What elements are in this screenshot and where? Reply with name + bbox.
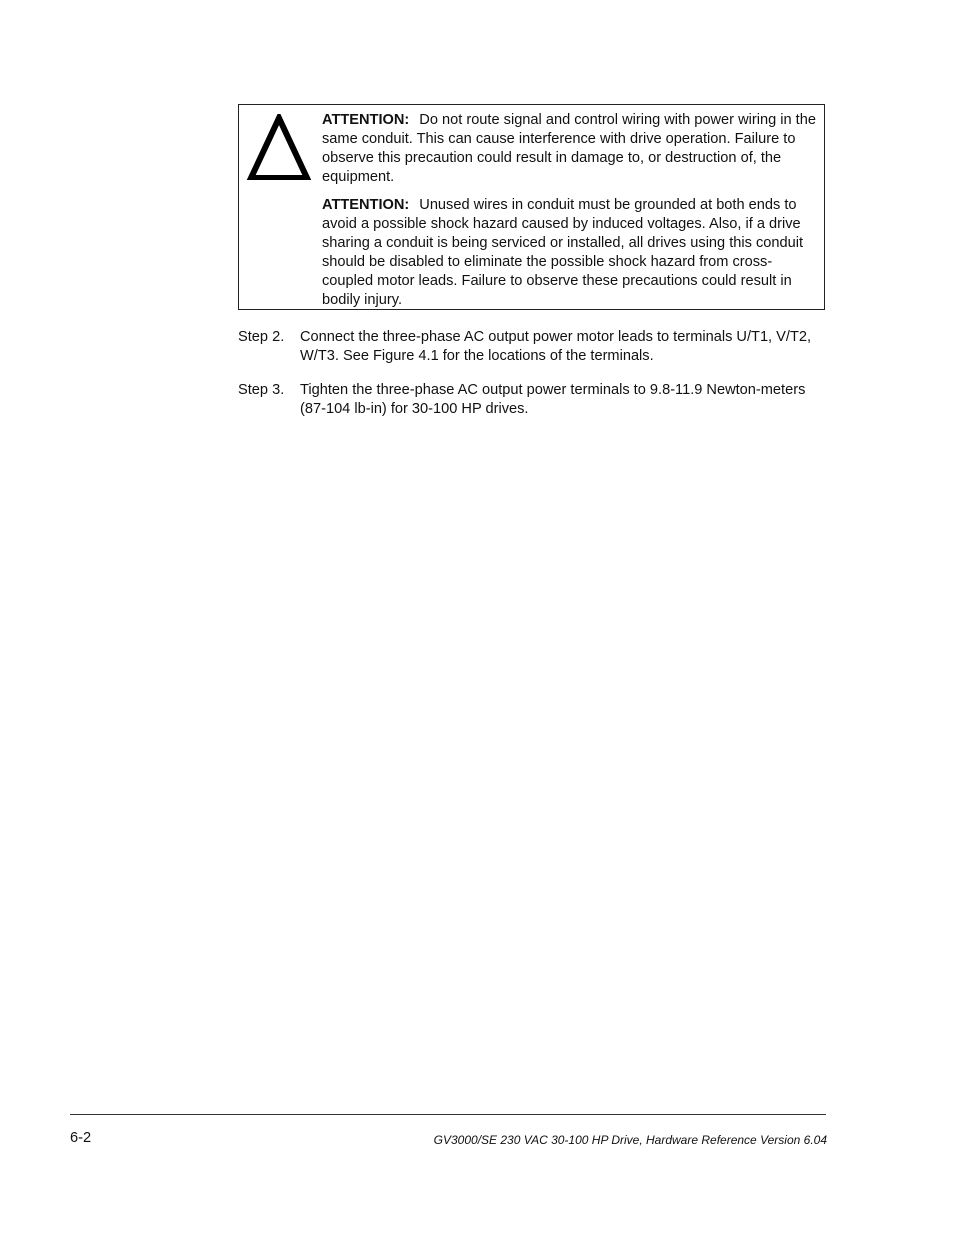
attention-text-block xyxy=(322,111,822,319)
attention-paragraph xyxy=(322,111,822,187)
step-2 xyxy=(238,328,828,366)
step-text: Tighten the three-phase AC output power terminals to 9.8-11.9 Newton-meters (87-104 lb-in) for 30-100 HP drives. xyxy=(300,382,806,417)
footer-title: GV3000/SE 230 VAC 30-100 HP Drive, Hardware Reference Version 6.04 xyxy=(433,1133,827,1147)
footer-divider xyxy=(70,1114,826,1115)
attention-body: Do not route signal and control wiring with power wiring in the same conduit. This can cause interference with drive operation. Failure to observe this precaution could result in damage to, or destruction of, the equipment. xyxy=(322,112,816,185)
attention-body: Unused wires in conduit must be grounded at both ends to avoid a possible shock hazard caused by induced voltages. Also, if a drive sharing a conduit is being serviced or installed, all drives using this conduit should be disabled to eliminate the possible shock hazard from cross-coupled motor leads. Failure to observe these precautions could result in bodily injury. xyxy=(322,197,804,308)
attention-box xyxy=(238,104,825,310)
warning-triangle-icon xyxy=(246,114,312,180)
step-3 xyxy=(238,381,828,419)
attention-lead: ATTENTION: xyxy=(322,197,410,213)
attention-paragraph xyxy=(322,196,822,310)
step-label: Step 3. xyxy=(238,382,285,398)
step-label: Step 2. xyxy=(238,329,285,345)
step-text: Connect the three-phase AC output power motor leads to terminals U/T1, V/T2, W/T3. See Figure 4.1 for the locations of the terminals. xyxy=(300,329,812,364)
attention-lead: ATTENTION: xyxy=(322,112,410,128)
page-number: 6-2 xyxy=(70,1130,92,1146)
